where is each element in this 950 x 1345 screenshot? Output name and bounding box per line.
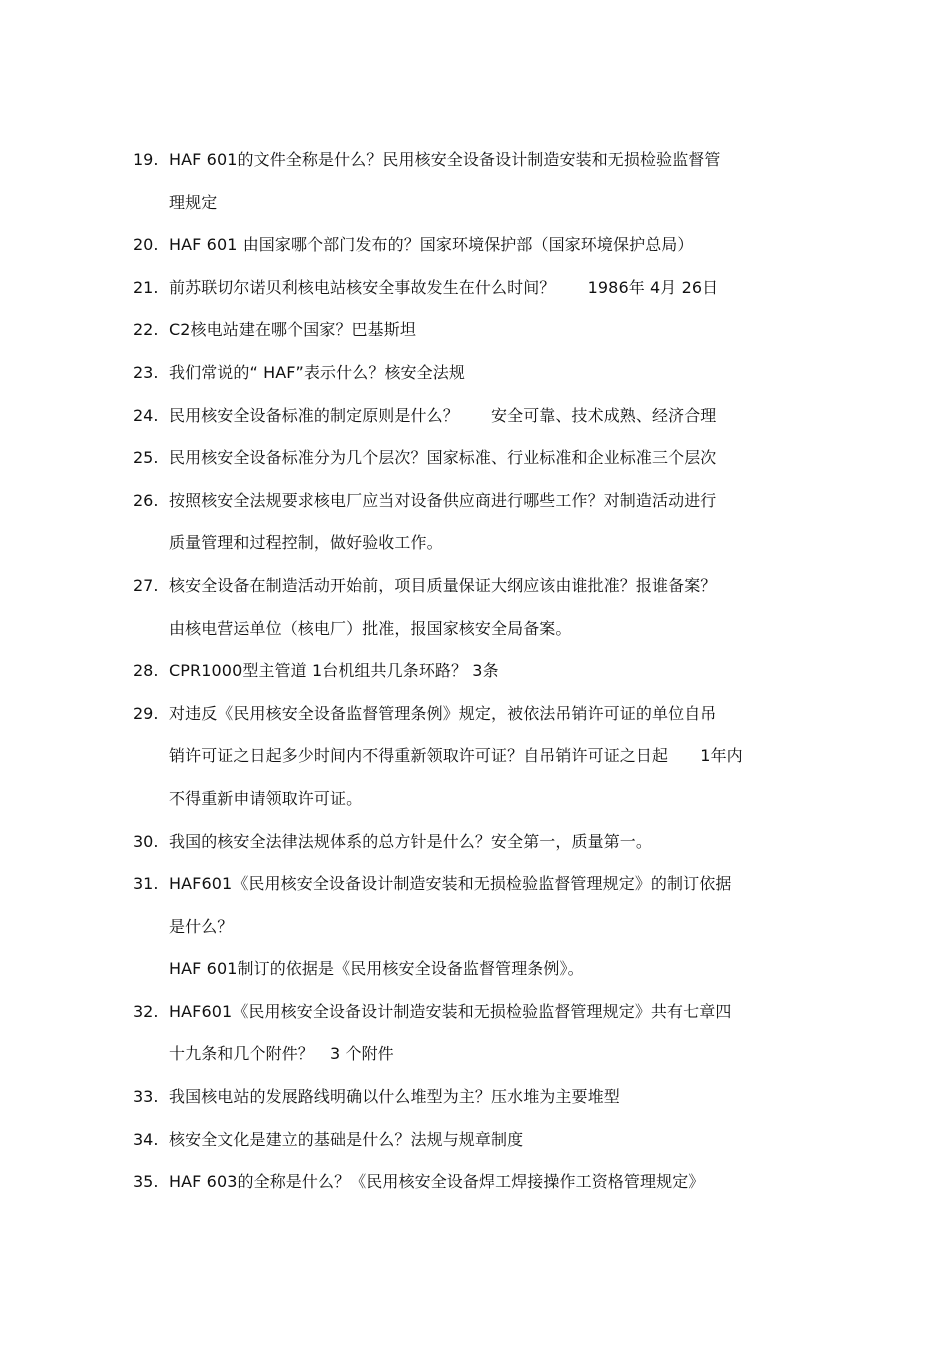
qa-text-line: 按照核安全法规要求核电厂应当对设备供应商进行哪些工作？对制造活动进行	[169, 490, 717, 510]
qa-text-line: 对违反《民用核安全设备监督管理条例》规定，被依法吊销许可证的单位自吊	[169, 703, 717, 723]
qa-item	[133, 267, 833, 310]
qa-text-line: HAF601《民用核安全设备设计制造安装和无损检验监督管理规定》共有七章四	[169, 1001, 732, 1021]
qa-text-line: 是什么？	[169, 916, 234, 936]
qa-text-line: 我国的核安全法律法规体系的总方针是什么？安全第一，质量第一。	[169, 831, 653, 851]
qa-text-line: 理规定	[169, 192, 218, 212]
qa-number: 25.	[133, 448, 159, 468]
qa-text-line: C2核电站建在哪个国家？巴基斯坦	[169, 320, 416, 340]
qa-item	[133, 863, 833, 991]
qa-item	[133, 395, 833, 438]
qa-item	[133, 693, 833, 821]
qa-item	[133, 650, 833, 693]
qa-text-line: 核安全设备在制造活动开始前，项目质量保证大纲应该由谁批准？报谁备案？	[169, 575, 717, 595]
qa-text-line: 销许可证之日起多少时间内不得重新领取许可证？自吊销许可证之日起 1年内	[169, 746, 743, 766]
qa-text-line: 民用核安全设备标准分为几个层次？国家标准、行业标准和企业标准三个层次	[169, 448, 717, 468]
qa-number: 28.	[133, 661, 159, 681]
qa-item	[133, 1119, 833, 1162]
qa-text-line: 我们常说的“ HAF”表示什么？核安全法规	[169, 362, 465, 382]
qa-number: 31.	[133, 874, 159, 894]
qa-number: 21.	[133, 277, 159, 297]
qa-number: 30.	[133, 831, 159, 851]
qa-item	[133, 224, 833, 267]
qa-text-line: 民用核安全设备标准的制定原则是什么？ 安全可靠、技术成熟、经济合理	[169, 405, 717, 425]
qa-item	[133, 991, 833, 1076]
qa-number: 27.	[133, 575, 159, 595]
qa-text-line: 质量管理和过程控制，做好验收工作。	[169, 533, 443, 553]
qa-text-line: HAF 601制订的依据是《民用核安全设备监督管理条例》。	[169, 959, 584, 979]
qa-number: 23.	[133, 362, 159, 382]
qa-item	[133, 139, 833, 224]
qa-text-line: HAF 601 由国家哪个部门发布的？国家环境保护部（国家环境保护总局）	[169, 235, 694, 255]
qa-text-line: 由核电营运单位（核电厂）批准，报国家核安全局备案。	[169, 618, 572, 638]
qa-item	[133, 821, 833, 864]
qa-item	[133, 309, 833, 352]
qa-text-line: CPR1000型主管道 1台机组共几条环路？ 3条	[169, 661, 499, 681]
qa-text-line: 不得重新申请领取许可证。	[169, 788, 363, 808]
qa-number: 34.	[133, 1129, 159, 1149]
qa-number: 20.	[133, 235, 159, 255]
qa-item	[133, 1161, 833, 1204]
qa-number: 33.	[133, 1087, 159, 1107]
qa-item	[133, 1076, 833, 1119]
qa-text-line: 核安全文化是建立的基础是什么？法规与规章制度	[169, 1129, 524, 1149]
qa-text-line: HAF 603的全称是什么？《民用核安全设备焊工焊接操作工资格管理规定》	[169, 1172, 705, 1192]
qa-text-line: 我国核电站的发展路线明确以什么堆型为主？压水堆为主要堆型	[169, 1087, 620, 1107]
qa-text-line: 十九条和几个附件？ 3 个附件	[169, 1044, 394, 1064]
qa-item	[133, 480, 833, 565]
qa-text-line: HAF 601的文件全称是什么？民用核安全设备设计制造安装和无损检验监督管	[169, 150, 721, 169]
qa-number: 19.	[133, 150, 159, 169]
qa-number: 22.	[133, 320, 159, 340]
qa-number: 29.	[133, 703, 159, 723]
qa-text-line: 前苏联切尔诺贝利核电站核安全事故发生在什么时间？ 1986年 4月 26日	[169, 277, 719, 297]
qa-number: 32.	[133, 1001, 159, 1021]
qa-item	[133, 437, 833, 480]
qa-item	[133, 565, 833, 650]
qa-number: 24.	[133, 405, 159, 425]
qa-text-line: HAF601《民用核安全设备设计制造安装和无损检验监督管理规定》的制订依据	[169, 874, 732, 894]
qa-number: 35.	[133, 1172, 159, 1192]
qa-list	[133, 139, 833, 1204]
qa-number: 26.	[133, 490, 159, 510]
qa-item	[133, 352, 833, 395]
